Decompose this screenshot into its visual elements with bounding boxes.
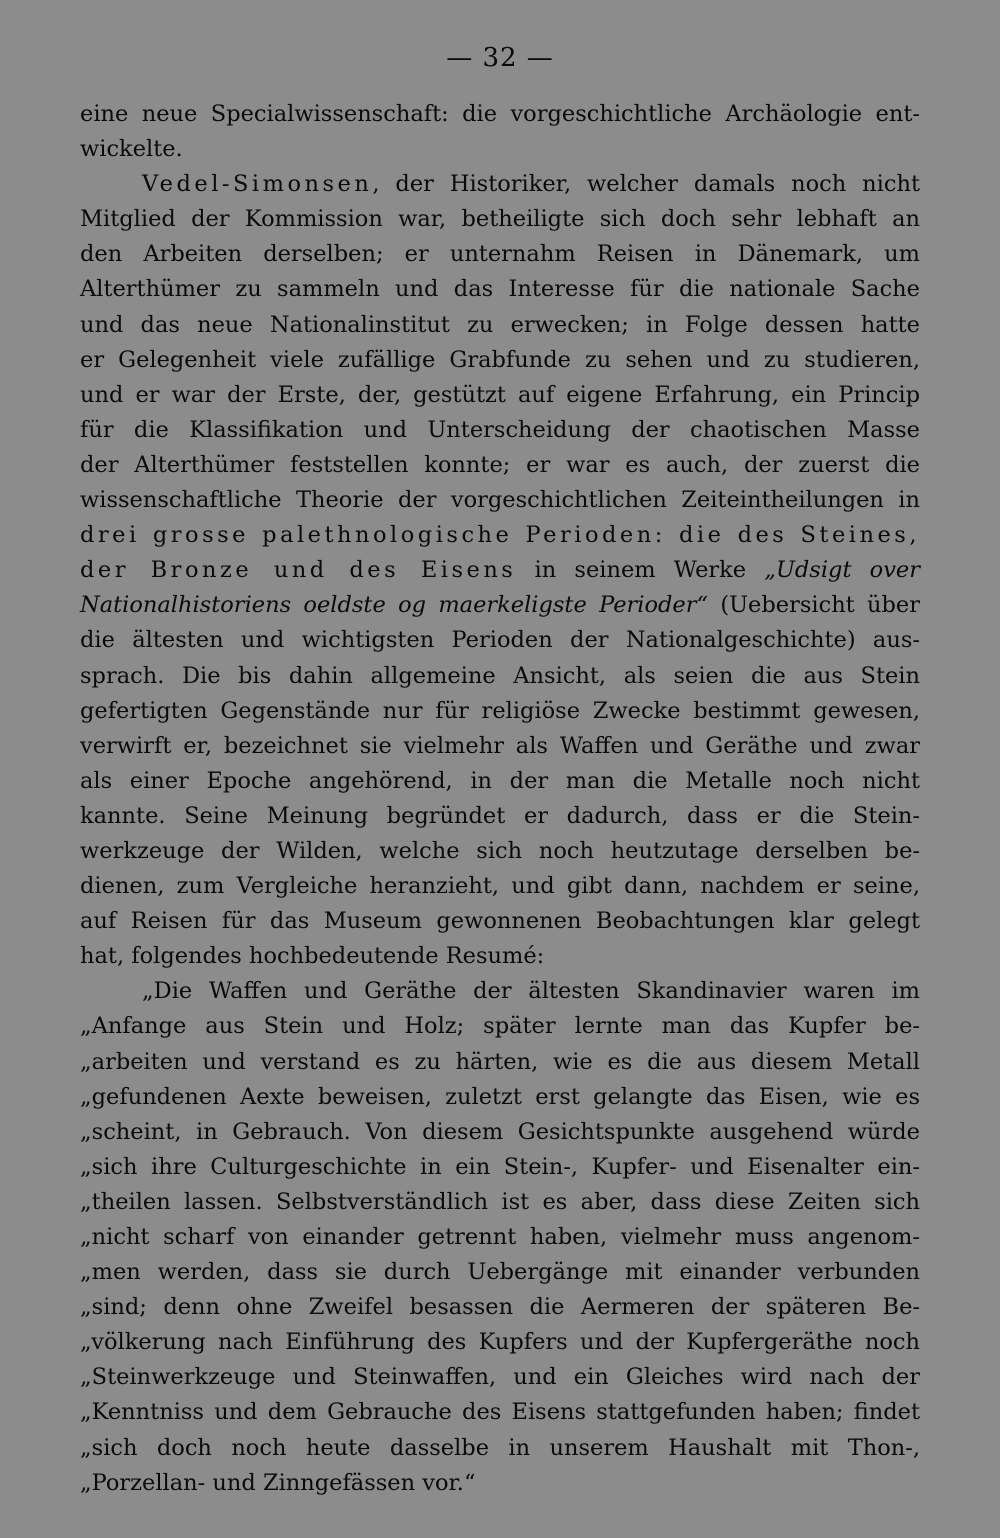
text-line: und er war der Erste, der, gestützt auf eigene Erfahrung, ein Princip [80, 381, 920, 408]
text-line: „sind; denn ohne Zweifel besassen die Aermeren der späteren Be- [80, 1294, 920, 1321]
text-line [80, 588, 920, 623]
book-title: Nationalhistoriens oeldste og maerkeligste Perioder“ [80, 592, 709, 619]
text-line: wickelte. [80, 136, 183, 163]
text-line: wissenschaftliche Theorie der vorgeschichtlichen Zeiteintheilungen in [80, 487, 920, 514]
text-line: „Steinwerkzeuge und Steinwaffen, und ein Gleiches wird nach der [80, 1364, 920, 1391]
text-line: und das neue Nationalinstitut zu erwecken; in Folge dessen hatte [80, 311, 920, 338]
text-line: gefertigten Gegenstände nur für religiöse Zwecke bestimmt gewesen, [80, 697, 920, 724]
text-line: für die Klassifikation und Unterscheidung der chaotischen Masse [80, 416, 920, 443]
text-line: Alterthümer zu sammeln und das Interesse für die nationale Sache [80, 276, 920, 303]
text-line: den Arbeiten derselben; er unternahm Reisen in Dänemark, um [80, 241, 920, 268]
text-line: werkzeuge der Wilden, welche sich noch heutzutage derselben be- [80, 837, 920, 864]
text-line: „sich doch noch heute dasselbe in unserem Haushalt mit Thon-, [80, 1434, 920, 1461]
text-line: als einer Epoche angehörend, in der man die Metalle noch nicht [80, 767, 920, 794]
text-line: „Porzellan- und Zinngefässen vor.“ [80, 1469, 476, 1496]
spaced-text: der Bronze und des Eisens [80, 557, 517, 584]
text-line: „nicht scharf von einander getrennt haben, vielmehr muss angenom- [80, 1224, 920, 1250]
text-line: kannte. Seine Meinung begründet er dadurch, dass er die Stein- [80, 802, 920, 829]
text-line: „men werden, dass sie durch Uebergänge mit einander verbunden [80, 1259, 920, 1286]
text-line: „Anfange aus Stein und Holz; später lernte man das Kupfer be- [80, 1013, 920, 1040]
book-title: „Udsigt over [764, 557, 920, 584]
text-line: drei grosse palethnologische Perioden: die des Steines, [80, 522, 920, 549]
text-line: „sich ihre Culturgeschichte in ein Stein-, Kupfer- und Eisenalter ein- [80, 1153, 920, 1180]
text-line: verwirft er, bezeichnet sie vielmehr als Waffen und Geräthe und zwar [80, 732, 920, 759]
spaced-name: Vedel-Simonsen [142, 171, 373, 198]
text-span: , der Historiker, welcher damals noch nicht [372, 171, 920, 198]
body-text [80, 97, 920, 1501]
text-line: „Die Waffen und Geräthe der ältesten Skandinavier waren im [142, 978, 920, 1005]
text-line: „Kenntniss und dem Gebrauche des Eisens stattgefunden haben; findet [80, 1399, 920, 1426]
text-line: die ältesten und wichtigsten Perioden der Nationalgeschichte) aus- [80, 627, 920, 654]
text-line: „arbeiten und verstand es zu härten, wie es die aus diesem Metall [80, 1048, 920, 1075]
text-line: er Gelegenheit viele zufällige Grabfunde zu sehen und zu studieren, [80, 346, 920, 373]
text-line: Mitglied der Kommission war, betheiligte sich doch sehr lebhaft an [80, 206, 920, 233]
text-span: (Uebersicht über [708, 592, 920, 619]
text-line [80, 167, 920, 202]
text-line: sprach. Die bis dahin allgemeine Ansicht, als seien die aus Stein [80, 662, 920, 689]
text-line: dienen, zum Vergleiche heranzieht, und gibt dann, nachdem er seine, [80, 873, 920, 900]
text-line: hat, folgendes hochbedeutende Resumé: [80, 943, 545, 970]
text-line: eine neue Specialwissenschaft: die vorgeschichtliche Archäologie ent- [80, 101, 920, 127]
text-line: „theilen lassen. Selbstverständlich ist es aber, dass diese Zeiten sich [80, 1188, 920, 1215]
text-span: in seinem Werke [516, 557, 765, 584]
text-line: „scheint, in Gebrauch. Von diesem Gesichtspunkte ausgehend würde [80, 1118, 920, 1145]
text-line: „gefundenen Aexte beweisen, zuletzt erst gelangte das Eisen, wie es [80, 1083, 920, 1110]
text-line: „völkerung nach Einführung des Kupfers und der Kupfergeräthe noch [80, 1329, 920, 1356]
page-number: — 32 — [446, 43, 554, 73]
text-line [80, 553, 920, 588]
text-line: auf Reisen für das Museum gewonnenen Beobachtungen klar gelegt [80, 908, 920, 935]
text-line: der Alterthümer feststellen konnte; er war es auch, der zuerst die [80, 451, 920, 478]
